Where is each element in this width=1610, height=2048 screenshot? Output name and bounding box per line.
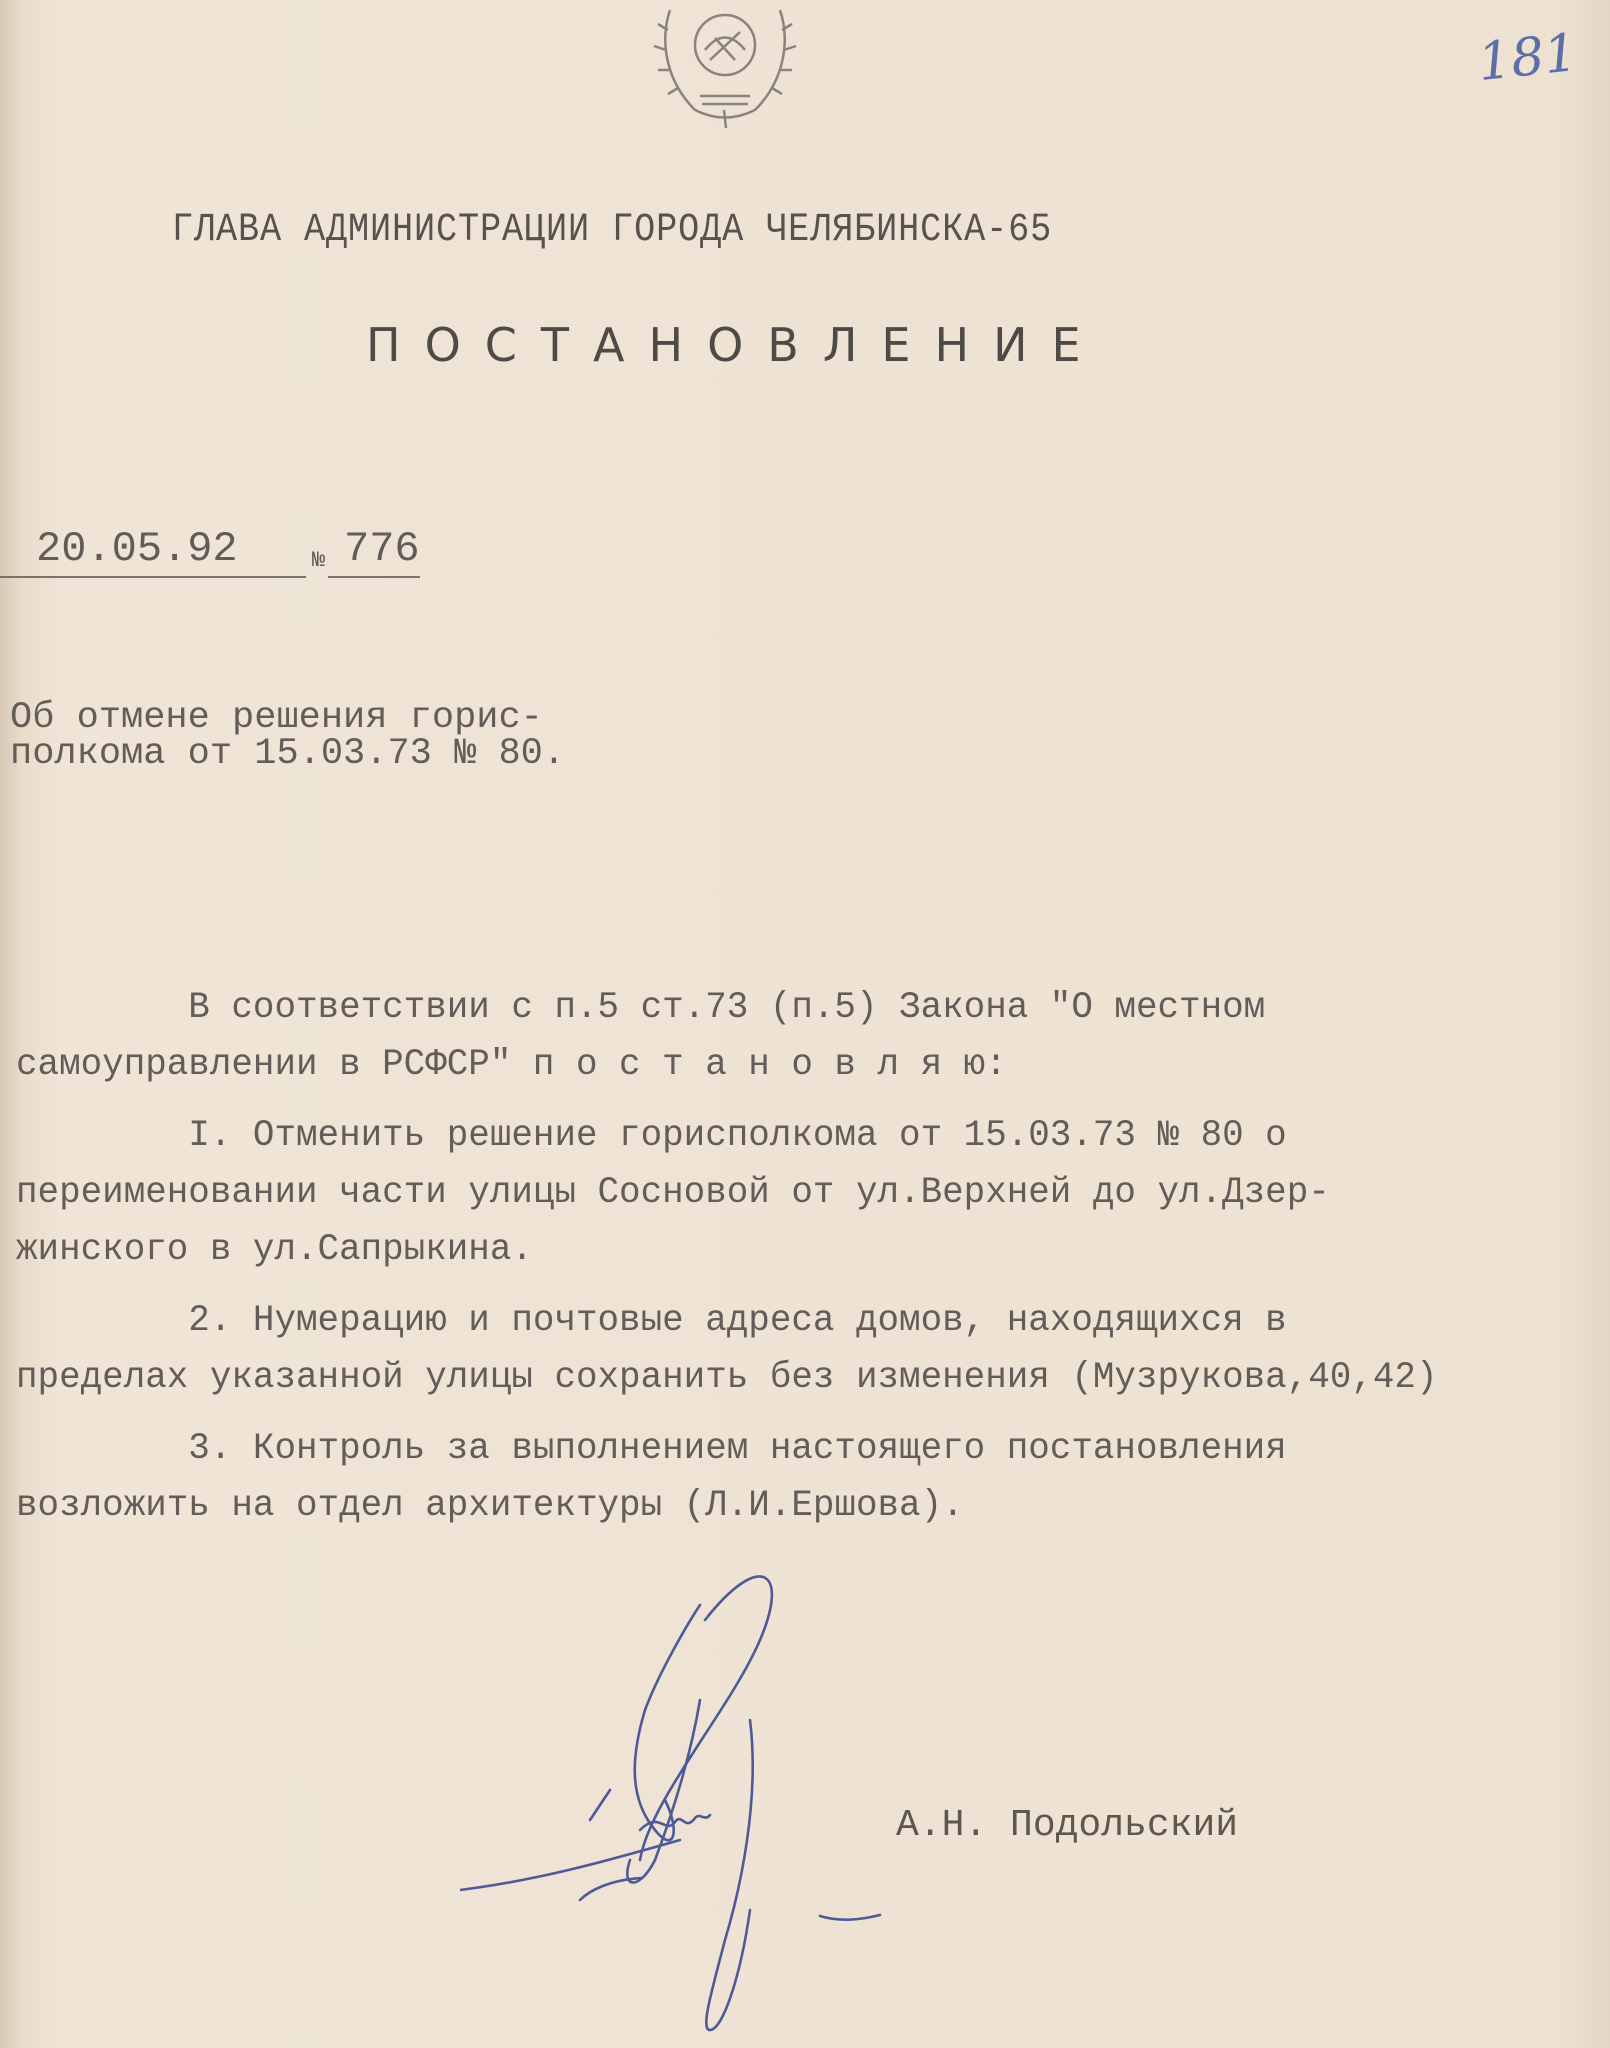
document-number: 776	[344, 525, 420, 573]
document-type-title: ПОСТАНОВЛЕНИЕ	[366, 318, 1105, 372]
item-1-line-1: I. Отменить решение горисполкома от 15.03.73 № 80 о	[16, 1115, 1287, 1157]
subject-heading	[10, 697, 566, 775]
item-3-line-2: возложить на отдел архитектуры (Л.И.Ершова).	[16, 1485, 964, 1527]
document-date: 20.05.92	[36, 525, 238, 573]
item-3-paragraph	[16, 1421, 1558, 1535]
state-emblem-icon	[640, 0, 810, 135]
preamble-paragraph	[16, 980, 1558, 1094]
document-body	[16, 980, 1558, 1549]
item-2-line-2: пределах указанной улицы сохранить без изменения (Музрукова,40,42)	[16, 1357, 1438, 1399]
issuing-authority: ГЛАВА АДМИНИСТРАЦИИ ГОРОДА ЧЕЛЯБИНСКА-65	[172, 208, 1053, 253]
item-1-line-2: переименовании части улицы Сосновой от ул.Верхней до ул.Дзер-	[16, 1172, 1330, 1214]
item-2-line-1: 2. Нумерацию и почтовые адреса домов, находящихся в	[16, 1300, 1287, 1342]
archive-page-number: 181	[1475, 22, 1581, 94]
subject-line-1: Об отмене решения горис-	[10, 697, 543, 739]
preamble-line-1: В соответствии с п.5 ст.73 (п.5) Закона "О местном	[16, 987, 1266, 1029]
item-1-paragraph	[16, 1108, 1558, 1279]
subject-line-2: полкома от 15.03.73 № 80.	[10, 733, 566, 775]
preamble-line-2: самоуправлении в РСФСР" п о с т а н о в л я ю:	[16, 1044, 1007, 1086]
item-2-paragraph	[16, 1293, 1558, 1407]
number-underline	[328, 576, 420, 578]
item-3-line-1: 3. Контроль за выполнением настоящего постановления	[16, 1428, 1287, 1470]
item-1-line-3: жинского в ул.Сапрыкина.	[16, 1229, 533, 1271]
signer-name: А.Н. Подольский	[896, 1804, 1239, 1847]
date-underline	[0, 576, 306, 578]
handwritten-signature	[460, 1560, 930, 2040]
number-sign: №	[312, 548, 326, 573]
